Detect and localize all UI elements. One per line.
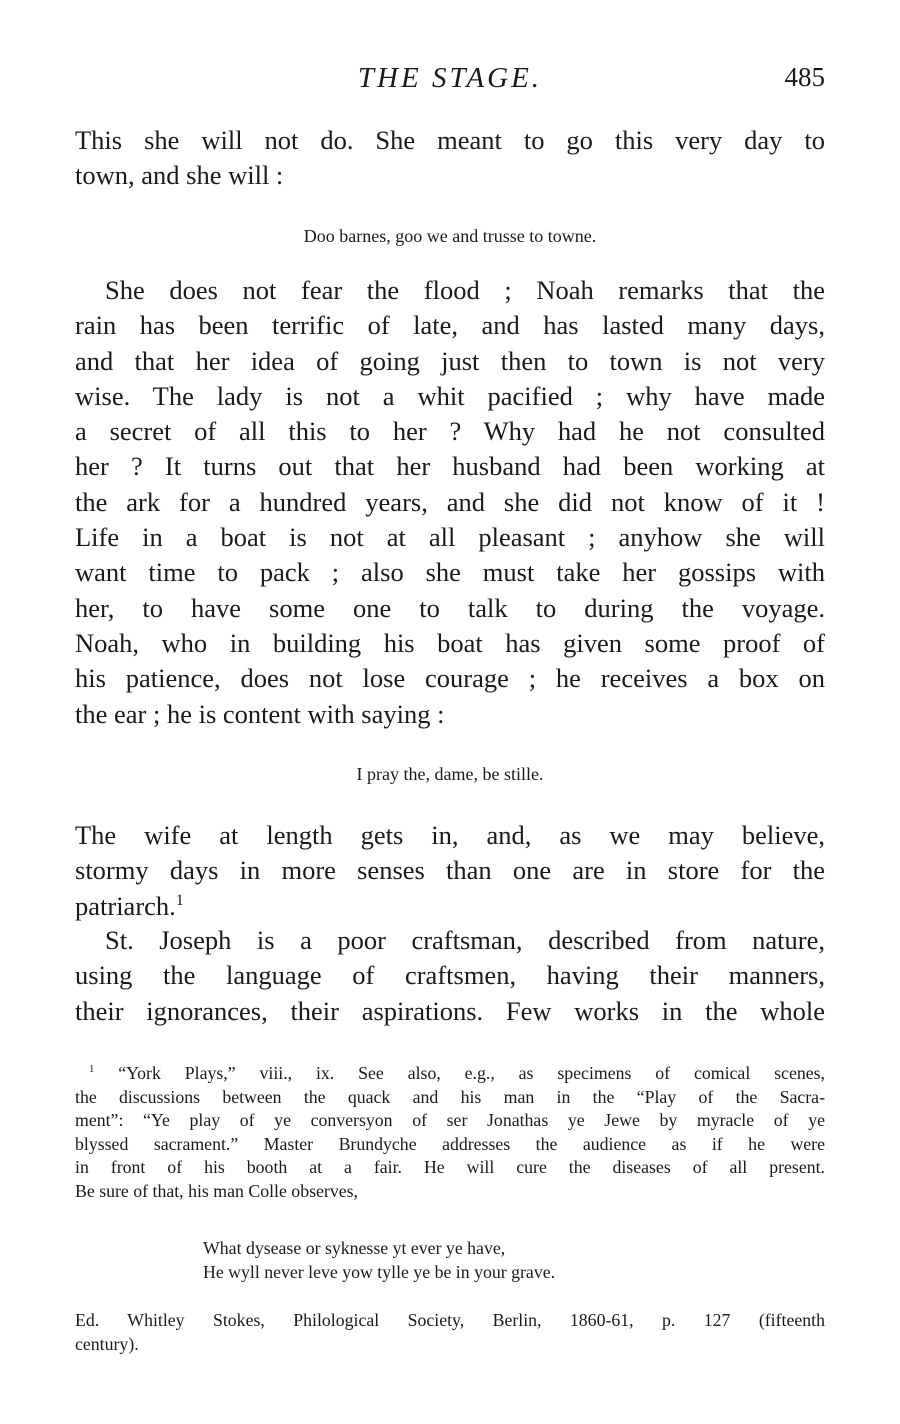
paragraph-joseph	[75, 923, 825, 1029]
text-line: using the language of craftsmen, having their manners,	[75, 960, 825, 991]
footnote	[75, 1062, 825, 1204]
text-line: his patience, does not lose courage ; he receives a box on	[75, 663, 825, 694]
text-line: Life in a boat is not at all pleasant ; anyhow she will	[75, 522, 825, 553]
footnote-line: the discussions between the quack and his man in the “Play of the Sacra-	[75, 1086, 825, 1107]
text-line: the ear ; he is content with saying :	[75, 698, 445, 729]
text-line: and that her idea of going just then to town is not very	[75, 345, 825, 376]
paragraph-noah	[75, 273, 825, 732]
footnote-source	[75, 1308, 825, 1355]
text-line: Noah, who in building his boat has given some proof of	[75, 627, 825, 658]
text-fragment: patriarch.	[75, 890, 176, 921]
source-line: century).	[75, 1333, 139, 1354]
text-line: She does not fear the flood ; Noah remarks that the	[105, 275, 825, 305]
footnote-line: blyssed sacrament.” Master Brundyche addresses the audience as if he were	[75, 1133, 825, 1154]
paragraph-continuation	[75, 123, 825, 194]
text-line: stormy days in more senses than one are in store for the	[75, 855, 825, 886]
running-title: THE STAGE.	[357, 62, 543, 94]
footnote-line: Be sure of that, his man Colle observes,	[75, 1180, 358, 1201]
verse-line: He wyll never leve yow tylle ye be in your grave.	[203, 1262, 556, 1282]
source-line: Ed. Whitley Stokes, Philological Society, Berlin, 1860-61, p. 127 (fifteenth	[75, 1310, 825, 1330]
text-line: her ? It turns out that her husband had been working at	[75, 451, 825, 482]
text-line: This she will not do. She meant to go this very day to	[75, 125, 825, 155]
text-line	[75, 889, 825, 924]
text-line: rain has been terrific of late, and has lasted many days,	[75, 310, 825, 341]
text-line: St. Joseph is a poor craftsman, described from nature,	[105, 925, 825, 955]
running-head	[75, 62, 825, 102]
footnote-verse	[203, 1236, 555, 1284]
text-line: The wife at length gets in, and, as we may believe,	[75, 820, 825, 850]
text-line: want time to pack ; also she must take her gossips with	[75, 557, 825, 588]
paragraph-wife	[75, 818, 825, 924]
verse-quotation: Doo barnes, goo we and trusse to towne.	[303, 226, 597, 246]
footnote-line: ment”: “Ye play of ye conversyon of ser Jonathas ye Jewe by myracle of ye	[75, 1110, 825, 1131]
text-line: a secret of all this to her ? Why had he not consulted	[75, 416, 825, 447]
text-line: the ark for a hundred years, and she did not know of it !	[75, 486, 825, 517]
footnote-mark: 1	[89, 1063, 95, 1076]
footnote-reference[interactable]: 1	[175, 891, 184, 909]
verse-quotation: I pray the, dame, be stille.	[356, 764, 544, 784]
verse-line: What dysease or syknesse yt ever ye have,	[203, 1238, 506, 1258]
page-number: 485	[784, 62, 825, 92]
footnote-line: in front of his booth at a fair. He will cure the diseases of all present.	[75, 1157, 825, 1178]
footnote-text: “York Plays,” viii., ix. See also, e.g., as specimens of comical scenes,	[118, 1063, 825, 1083]
text-line: her, to have some one to talk to during the voyage.	[75, 592, 825, 623]
text-line: their ignorances, their aspirations. Few works in the whole	[75, 995, 825, 1026]
text-line: town, and she will :	[75, 160, 284, 191]
footnote-line	[75, 1062, 825, 1086]
text-line: wise. The lady is not a whit pacified ; why have made	[75, 380, 825, 411]
